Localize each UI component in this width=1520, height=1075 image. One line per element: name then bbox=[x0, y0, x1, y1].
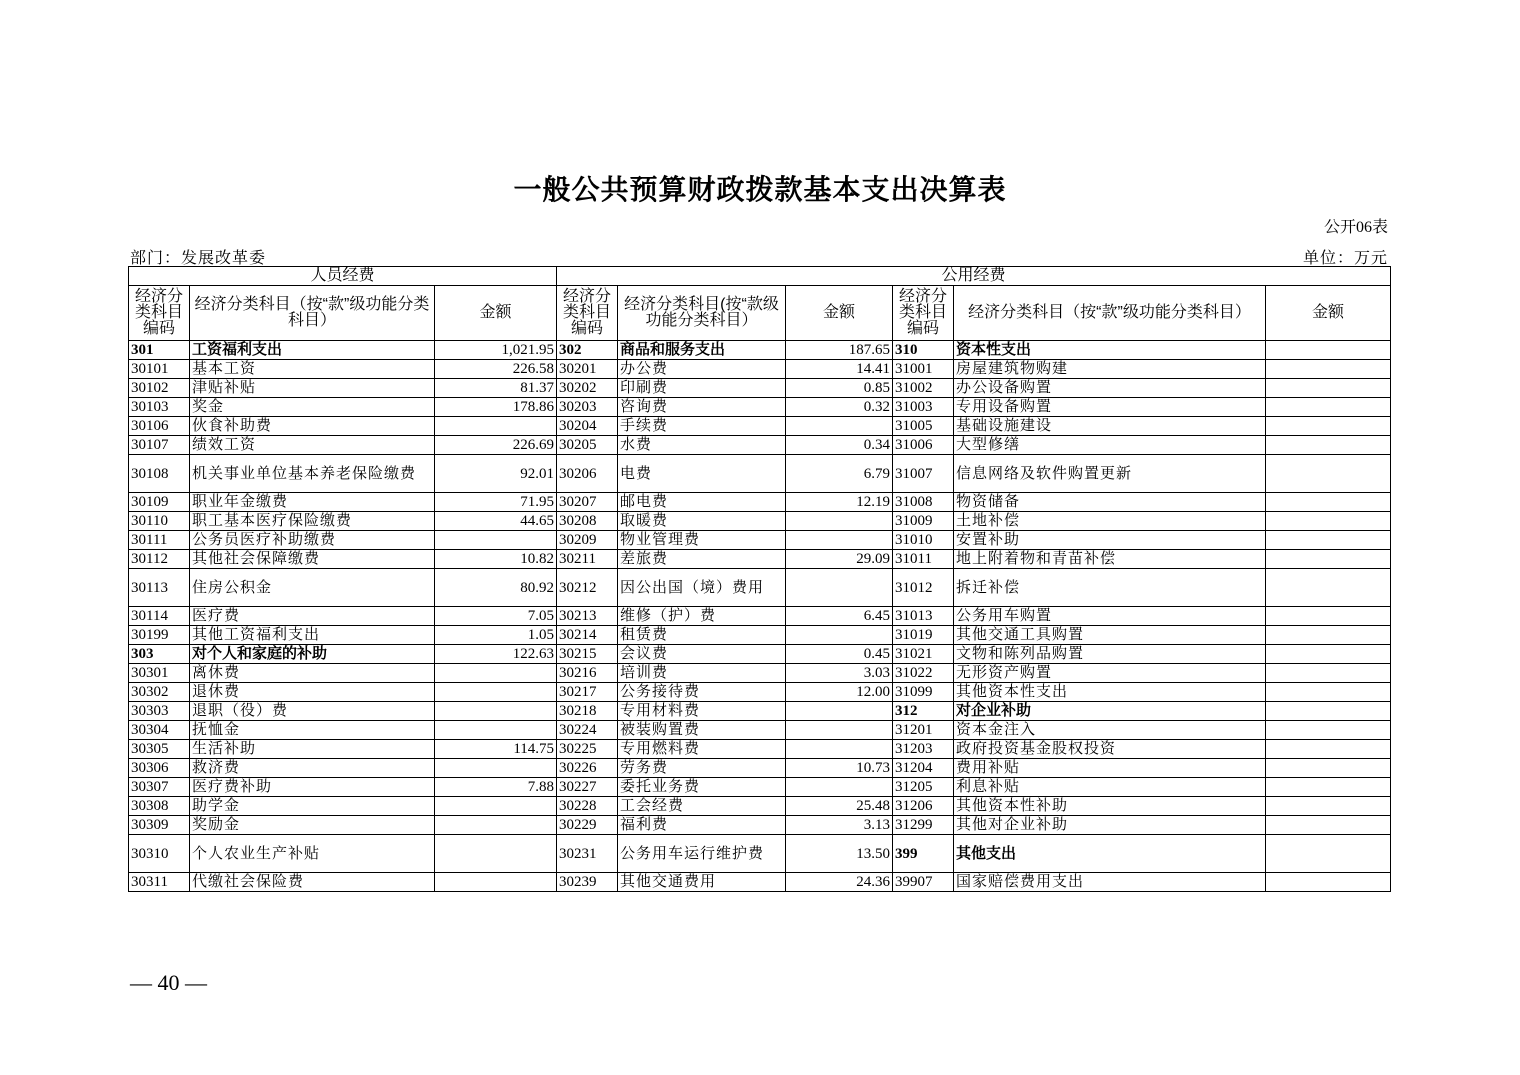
code-cell: 30101 bbox=[129, 360, 190, 379]
name-cell: 职业年金缴费 bbox=[190, 493, 435, 512]
amount-cell bbox=[1266, 360, 1391, 379]
name-cell: 对企业补助 bbox=[954, 702, 1266, 721]
code-cell: 301 bbox=[129, 341, 190, 360]
name-cell: 其他资本性支出 bbox=[954, 683, 1266, 702]
name-cell: 商品和服务支出 bbox=[618, 341, 786, 360]
code-cell: 30208 bbox=[557, 512, 618, 531]
amount-cell bbox=[1266, 379, 1391, 398]
code-cell: 30224 bbox=[557, 721, 618, 740]
table-row bbox=[129, 816, 1391, 835]
name-cell: 培训费 bbox=[618, 664, 786, 683]
code-cell: 30302 bbox=[129, 683, 190, 702]
amount-cell: 226.69 bbox=[435, 436, 557, 455]
table-row bbox=[129, 759, 1391, 778]
header-name: 经济分类科目（按“款”级功能分类科目） bbox=[954, 286, 1266, 341]
amount-cell: 114.75 bbox=[435, 740, 557, 759]
code-cell: 30204 bbox=[557, 417, 618, 436]
amount-cell bbox=[786, 740, 893, 759]
code-cell: 30107 bbox=[129, 436, 190, 455]
name-cell: 租赁费 bbox=[618, 626, 786, 645]
name-cell: 资本金注入 bbox=[954, 721, 1266, 740]
name-cell: 退职（役）费 bbox=[190, 702, 435, 721]
amount-cell bbox=[1266, 683, 1391, 702]
name-cell: 抚恤金 bbox=[190, 721, 435, 740]
table-row bbox=[129, 607, 1391, 626]
amount-cell: 6.45 bbox=[786, 607, 893, 626]
code-cell: 310 bbox=[893, 341, 954, 360]
code-cell: 30239 bbox=[557, 873, 618, 892]
table-row bbox=[129, 664, 1391, 683]
amount-cell bbox=[1266, 702, 1391, 721]
amount-cell bbox=[1266, 417, 1391, 436]
code-cell: 30111 bbox=[129, 531, 190, 550]
header-name: 经济分类科目(按“款级功能分类科目） bbox=[618, 286, 786, 341]
name-cell: 助学金 bbox=[190, 797, 435, 816]
amount-cell bbox=[435, 702, 557, 721]
amount-cell bbox=[786, 626, 893, 645]
table-row bbox=[129, 626, 1391, 645]
name-cell: 公务用车购置 bbox=[954, 607, 1266, 626]
code-cell: 30231 bbox=[557, 835, 618, 873]
code-cell: 31206 bbox=[893, 797, 954, 816]
code-cell: 30206 bbox=[557, 455, 618, 493]
amount-cell bbox=[786, 512, 893, 531]
amount-cell bbox=[1266, 569, 1391, 607]
amount-cell bbox=[786, 531, 893, 550]
amount-cell bbox=[786, 721, 893, 740]
table-row bbox=[129, 493, 1391, 512]
code-cell: 30199 bbox=[129, 626, 190, 645]
amount-cell bbox=[1266, 455, 1391, 493]
table-row bbox=[129, 778, 1391, 797]
amount-cell bbox=[435, 531, 557, 550]
code-cell: 39907 bbox=[893, 873, 954, 892]
amount-cell bbox=[435, 417, 557, 436]
amount-cell: 122.63 bbox=[435, 645, 557, 664]
amount-cell: 29.09 bbox=[786, 550, 893, 569]
amount-cell bbox=[435, 721, 557, 740]
name-cell: 大型修缮 bbox=[954, 436, 1266, 455]
code-cell: 31203 bbox=[893, 740, 954, 759]
name-cell: 专用材料费 bbox=[618, 702, 786, 721]
code-cell: 303 bbox=[129, 645, 190, 664]
name-cell: 其他支出 bbox=[954, 835, 1266, 873]
name-cell: 伙食补助费 bbox=[190, 417, 435, 436]
amount-cell: 187.65 bbox=[786, 341, 893, 360]
amount-cell bbox=[786, 778, 893, 797]
name-cell: 公务员医疗补助缴费 bbox=[190, 531, 435, 550]
amount-cell: 0.45 bbox=[786, 645, 893, 664]
name-cell: 退休费 bbox=[190, 683, 435, 702]
name-cell: 奖金 bbox=[190, 398, 435, 417]
name-cell: 无形资产购置 bbox=[954, 664, 1266, 683]
header-amount: 金额 bbox=[435, 286, 557, 341]
amount-cell: 0.32 bbox=[786, 398, 893, 417]
amount-cell bbox=[1266, 778, 1391, 797]
code-cell: 30218 bbox=[557, 702, 618, 721]
header-code: 经济分类科目编码 bbox=[129, 286, 190, 341]
name-cell: 奖励金 bbox=[190, 816, 435, 835]
amount-cell bbox=[786, 702, 893, 721]
name-cell: 差旅费 bbox=[618, 550, 786, 569]
code-cell: 31013 bbox=[893, 607, 954, 626]
code-cell: 30308 bbox=[129, 797, 190, 816]
code-cell: 31205 bbox=[893, 778, 954, 797]
name-cell: 对个人和家庭的补助 bbox=[190, 645, 435, 664]
code-cell: 312 bbox=[893, 702, 954, 721]
group-header-personnel: 人员经费 bbox=[129, 267, 557, 286]
code-cell: 30305 bbox=[129, 740, 190, 759]
page-title: 一般公共预算财政拨款基本支出决算表 bbox=[513, 175, 1007, 206]
name-cell: 印刷费 bbox=[618, 379, 786, 398]
code-cell: 30309 bbox=[129, 816, 190, 835]
code-cell: 30310 bbox=[129, 835, 190, 873]
name-cell: 办公设备购置 bbox=[954, 379, 1266, 398]
amount-cell bbox=[1266, 740, 1391, 759]
name-cell: 费用补贴 bbox=[954, 759, 1266, 778]
table-row bbox=[129, 341, 1391, 360]
code-cell: 30113 bbox=[129, 569, 190, 607]
code-cell: 30306 bbox=[129, 759, 190, 778]
name-cell: 津贴补贴 bbox=[190, 379, 435, 398]
page-number: — 40 — bbox=[130, 970, 207, 995]
code-cell: 30109 bbox=[129, 493, 190, 512]
amount-cell: 7.88 bbox=[435, 778, 557, 797]
amount-cell: 14.41 bbox=[786, 360, 893, 379]
code-cell: 30304 bbox=[129, 721, 190, 740]
name-cell: 医疗费补助 bbox=[190, 778, 435, 797]
code-cell: 30229 bbox=[557, 816, 618, 835]
amount-cell bbox=[1266, 797, 1391, 816]
amount-cell bbox=[435, 797, 557, 816]
name-cell: 基础设施建设 bbox=[954, 417, 1266, 436]
code-cell: 31007 bbox=[893, 455, 954, 493]
code-cell: 31019 bbox=[893, 626, 954, 645]
code-cell: 30213 bbox=[557, 607, 618, 626]
code-cell: 31002 bbox=[893, 379, 954, 398]
header-name: 经济分类科目（按“款”级功能分类科目） bbox=[190, 286, 435, 341]
code-cell: 30216 bbox=[557, 664, 618, 683]
table-row bbox=[129, 436, 1391, 455]
department-label: 部门：发展改革委 bbox=[130, 250, 267, 267]
name-cell: 被装购置费 bbox=[618, 721, 786, 740]
amount-cell bbox=[435, 664, 557, 683]
header-amount: 金额 bbox=[1266, 286, 1391, 341]
table-row bbox=[129, 721, 1391, 740]
amount-cell: 92.01 bbox=[435, 455, 557, 493]
table-row bbox=[129, 398, 1391, 417]
amount-cell bbox=[1266, 645, 1391, 664]
code-cell: 30203 bbox=[557, 398, 618, 417]
code-cell: 30207 bbox=[557, 493, 618, 512]
name-cell: 会议费 bbox=[618, 645, 786, 664]
code-cell: 31204 bbox=[893, 759, 954, 778]
name-cell: 国家赔偿费用支出 bbox=[954, 873, 1266, 892]
name-cell: 救济费 bbox=[190, 759, 435, 778]
code-cell: 30114 bbox=[129, 607, 190, 626]
name-cell: 个人农业生产补贴 bbox=[190, 835, 435, 873]
name-cell: 生活补助 bbox=[190, 740, 435, 759]
budget-table bbox=[128, 266, 1391, 892]
amount-cell: 178.86 bbox=[435, 398, 557, 417]
amount-cell: 12.00 bbox=[786, 683, 893, 702]
table-row bbox=[129, 683, 1391, 702]
code-cell: 30226 bbox=[557, 759, 618, 778]
code-cell: 399 bbox=[893, 835, 954, 873]
name-cell: 委托业务费 bbox=[618, 778, 786, 797]
header-amount: 金额 bbox=[786, 286, 893, 341]
code-cell: 31021 bbox=[893, 645, 954, 664]
table-row bbox=[129, 645, 1391, 664]
amount-cell bbox=[435, 683, 557, 702]
amount-cell bbox=[1266, 341, 1391, 360]
name-cell: 安置补助 bbox=[954, 531, 1266, 550]
name-cell: 住房公积金 bbox=[190, 569, 435, 607]
amount-cell: 80.92 bbox=[435, 569, 557, 607]
name-cell: 房屋建筑物购建 bbox=[954, 360, 1266, 379]
code-cell: 31008 bbox=[893, 493, 954, 512]
name-cell: 基本工资 bbox=[190, 360, 435, 379]
name-cell: 劳务费 bbox=[618, 759, 786, 778]
code-cell: 31009 bbox=[893, 512, 954, 531]
table-row bbox=[129, 379, 1391, 398]
amount-cell bbox=[435, 873, 557, 892]
code-cell: 30311 bbox=[129, 873, 190, 892]
name-cell: 物资储备 bbox=[954, 493, 1266, 512]
amount-cell bbox=[1266, 512, 1391, 531]
table-row bbox=[129, 702, 1391, 721]
code-cell: 30108 bbox=[129, 455, 190, 493]
header-code: 经济分类科目编码 bbox=[557, 286, 618, 341]
code-cell: 30212 bbox=[557, 569, 618, 607]
header-code: 经济分类科目编码 bbox=[893, 286, 954, 341]
group-header-public: 公用经费 bbox=[557, 267, 1391, 286]
table-row bbox=[129, 360, 1391, 379]
code-cell: 30301 bbox=[129, 664, 190, 683]
amount-cell: 3.13 bbox=[786, 816, 893, 835]
table-row bbox=[129, 531, 1391, 550]
name-cell: 医疗费 bbox=[190, 607, 435, 626]
name-cell: 其他交通工具购置 bbox=[954, 626, 1266, 645]
code-cell: 31012 bbox=[893, 569, 954, 607]
name-cell: 物业管理费 bbox=[618, 531, 786, 550]
name-cell: 机关事业单位基本养老保险缴费 bbox=[190, 455, 435, 493]
amount-cell: 1,021.95 bbox=[435, 341, 557, 360]
name-cell: 工会经费 bbox=[618, 797, 786, 816]
name-cell: 维修（护）费 bbox=[618, 607, 786, 626]
amount-cell bbox=[435, 759, 557, 778]
name-cell: 手续费 bbox=[618, 417, 786, 436]
code-cell: 31099 bbox=[893, 683, 954, 702]
code-cell: 30102 bbox=[129, 379, 190, 398]
code-cell: 30307 bbox=[129, 778, 190, 797]
amount-cell: 44.65 bbox=[435, 512, 557, 531]
amount-cell: 81.37 bbox=[435, 379, 557, 398]
code-cell: 302 bbox=[557, 341, 618, 360]
amount-cell bbox=[1266, 436, 1391, 455]
amount-cell bbox=[1266, 816, 1391, 835]
name-cell: 福利费 bbox=[618, 816, 786, 835]
amount-cell bbox=[1266, 835, 1391, 873]
amount-cell bbox=[1266, 759, 1391, 778]
name-cell: 电费 bbox=[618, 455, 786, 493]
amount-cell: 0.34 bbox=[786, 436, 893, 455]
name-cell: 文物和陈列品购置 bbox=[954, 645, 1266, 664]
amount-cell bbox=[435, 835, 557, 873]
name-cell: 办公费 bbox=[618, 360, 786, 379]
code-cell: 31201 bbox=[893, 721, 954, 740]
code-cell: 31005 bbox=[893, 417, 954, 436]
amount-cell bbox=[1266, 664, 1391, 683]
amount-cell: 25.48 bbox=[786, 797, 893, 816]
name-cell: 水费 bbox=[618, 436, 786, 455]
code-cell: 31010 bbox=[893, 531, 954, 550]
name-cell: 咨询费 bbox=[618, 398, 786, 417]
code-cell: 31022 bbox=[893, 664, 954, 683]
code-cell: 30110 bbox=[129, 512, 190, 531]
table-body bbox=[129, 341, 1391, 892]
name-cell: 其他对企业补助 bbox=[954, 816, 1266, 835]
amount-cell: 7.05 bbox=[435, 607, 557, 626]
amount-cell bbox=[1266, 493, 1391, 512]
code-cell: 30227 bbox=[557, 778, 618, 797]
code-cell: 30215 bbox=[557, 645, 618, 664]
code-cell: 30201 bbox=[557, 360, 618, 379]
amount-cell bbox=[1266, 531, 1391, 550]
name-cell: 职工基本医疗保险缴费 bbox=[190, 512, 435, 531]
table-row bbox=[129, 873, 1391, 892]
code-cell: 31001 bbox=[893, 360, 954, 379]
code-cell: 30205 bbox=[557, 436, 618, 455]
amount-cell: 12.19 bbox=[786, 493, 893, 512]
name-cell: 离休费 bbox=[190, 664, 435, 683]
name-cell: 邮电费 bbox=[618, 493, 786, 512]
amount-cell: 10.82 bbox=[435, 550, 557, 569]
amount-cell bbox=[1266, 626, 1391, 645]
name-cell: 其他社会保障缴费 bbox=[190, 550, 435, 569]
form-number: 公开06表 bbox=[1323, 219, 1388, 236]
name-cell: 拆迁补偿 bbox=[954, 569, 1266, 607]
amount-cell: 0.85 bbox=[786, 379, 893, 398]
code-cell: 31003 bbox=[893, 398, 954, 417]
table-row bbox=[129, 835, 1391, 873]
amount-cell bbox=[1266, 721, 1391, 740]
code-cell: 30106 bbox=[129, 417, 190, 436]
name-cell: 工资福利支出 bbox=[190, 341, 435, 360]
table-row bbox=[129, 569, 1391, 607]
amount-cell: 24.36 bbox=[786, 873, 893, 892]
code-cell: 30214 bbox=[557, 626, 618, 645]
table-row bbox=[129, 797, 1391, 816]
code-cell: 30112 bbox=[129, 550, 190, 569]
name-cell: 其他工资福利支出 bbox=[190, 626, 435, 645]
table-row bbox=[129, 512, 1391, 531]
name-cell: 土地补偿 bbox=[954, 512, 1266, 531]
code-cell: 30209 bbox=[557, 531, 618, 550]
name-cell: 信息网络及软件购置更新 bbox=[954, 455, 1266, 493]
name-cell: 因公出国（境）费用 bbox=[618, 569, 786, 607]
code-cell: 31006 bbox=[893, 436, 954, 455]
table-row bbox=[129, 740, 1391, 759]
code-cell: 30217 bbox=[557, 683, 618, 702]
amount-cell bbox=[786, 417, 893, 436]
amount-cell: 6.79 bbox=[786, 455, 893, 493]
amount-cell bbox=[786, 569, 893, 607]
name-cell: 其他交通费用 bbox=[618, 873, 786, 892]
code-cell: 31299 bbox=[893, 816, 954, 835]
amount-cell: 10.73 bbox=[786, 759, 893, 778]
amount-cell bbox=[1266, 550, 1391, 569]
amount-cell bbox=[1266, 607, 1391, 626]
name-cell: 取暖费 bbox=[618, 512, 786, 531]
code-cell: 30202 bbox=[557, 379, 618, 398]
amount-cell: 71.95 bbox=[435, 493, 557, 512]
amount-cell bbox=[435, 816, 557, 835]
name-cell: 政府投资基金股权投资 bbox=[954, 740, 1266, 759]
amount-cell: 3.03 bbox=[786, 664, 893, 683]
table-row bbox=[129, 550, 1391, 569]
name-cell: 公务用车运行维护费 bbox=[618, 835, 786, 873]
code-cell: 30103 bbox=[129, 398, 190, 417]
name-cell: 其他资本性补助 bbox=[954, 797, 1266, 816]
table-row bbox=[129, 417, 1391, 436]
amount-cell: 13.50 bbox=[786, 835, 893, 873]
unit-label: 单位：万元 bbox=[1302, 250, 1388, 267]
code-cell: 30225 bbox=[557, 740, 618, 759]
code-cell: 30228 bbox=[557, 797, 618, 816]
name-cell: 资本性支出 bbox=[954, 341, 1266, 360]
amount-cell bbox=[1266, 398, 1391, 417]
amount-cell bbox=[1266, 873, 1391, 892]
code-cell: 31011 bbox=[893, 550, 954, 569]
name-cell: 绩效工资 bbox=[190, 436, 435, 455]
name-cell: 公务接待费 bbox=[618, 683, 786, 702]
name-cell: 地上附着物和青苗补偿 bbox=[954, 550, 1266, 569]
code-cell: 30211 bbox=[557, 550, 618, 569]
name-cell: 代缴社会保险费 bbox=[190, 873, 435, 892]
name-cell: 专用设备购置 bbox=[954, 398, 1266, 417]
amount-cell: 226.58 bbox=[435, 360, 557, 379]
amount-cell: 1.05 bbox=[435, 626, 557, 645]
table-row bbox=[129, 455, 1391, 493]
code-cell: 30303 bbox=[129, 702, 190, 721]
name-cell: 利息补贴 bbox=[954, 778, 1266, 797]
name-cell: 专用燃料费 bbox=[618, 740, 786, 759]
